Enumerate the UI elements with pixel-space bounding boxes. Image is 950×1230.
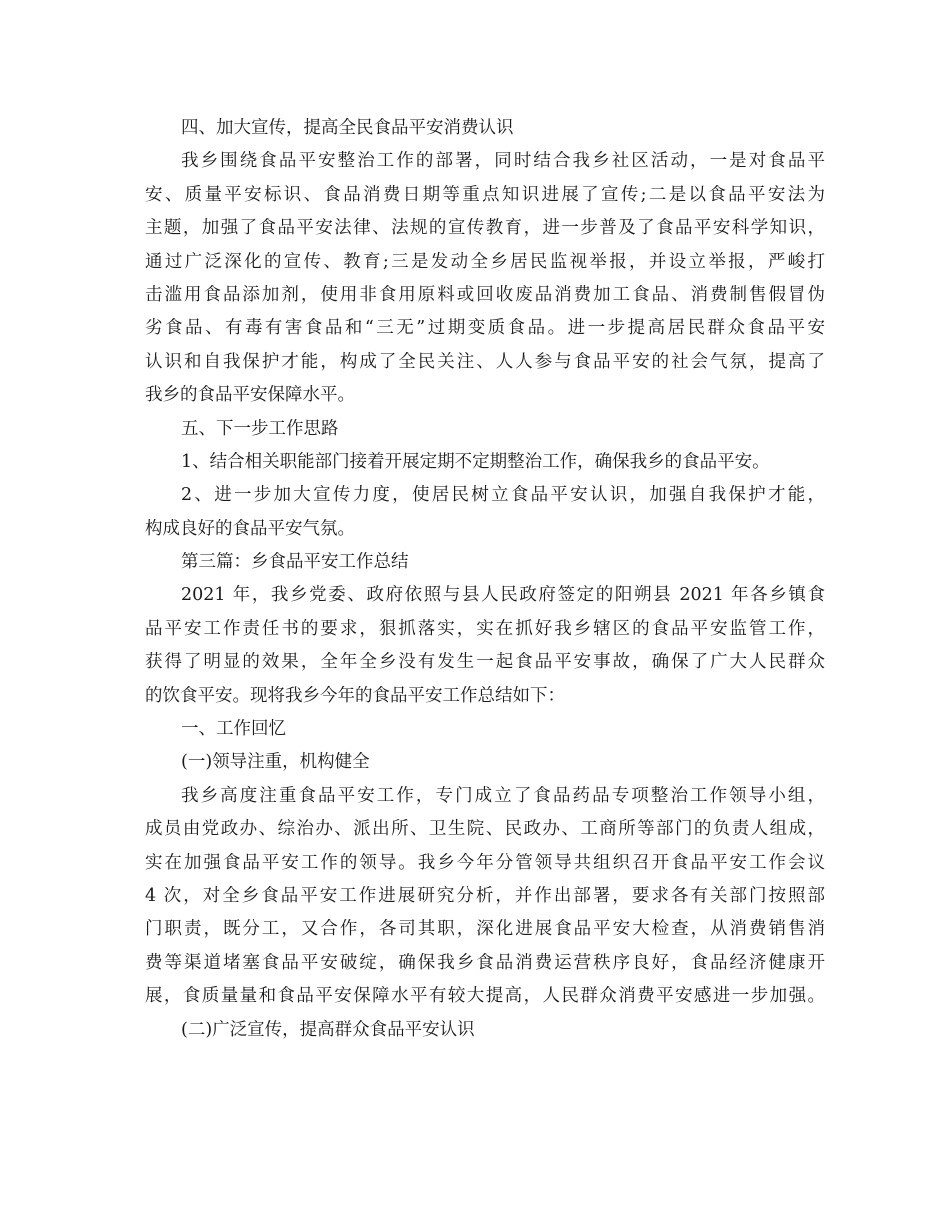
text-line: 品平安工作责任书的要求，狠抓落实，实在抓好我乡辖区的食品平安监管工作， [145,618,825,639]
text-line: 我乡高度注重食品平安工作，专门成立了食品药品专项整治工作领导小组， [181,785,825,806]
list-item-2 [145,479,825,546]
text-line: 构成良好的食品平安气氛。 [145,518,355,539]
text-line: 4 次，对全乡食品平安工作进展研究分析，并作出部署，要求各有关部门按照部 [145,885,825,906]
text-line: 第三篇：乡食品平安工作总结 [181,552,409,573]
text-line: 实在加强食品平安工作的领导。我乡今年分管领导共组织召开食品平安工作会议 [145,852,825,873]
section-heading-5 [145,413,825,446]
paragraph-intro-2021 [145,579,825,713]
text-line: 安、质量平安标识、食品消费日期等重点知识进展了宣传;二是以食品平安法为 [145,184,825,205]
text-line: 劣食品、有毒有害食品和“三无”过期变质食品。进一步提高居民群众食品平安 [145,318,825,339]
section-heading-1 [145,713,825,746]
subsection-heading-1 [145,746,825,779]
text-line: 展，食质量量和食品平安保障水平有较大提高，人民群众消费平安感进一步加强。 [145,986,825,1007]
text-line: (一)领导注重，机构健全 [181,752,370,773]
text-line: 2021 年，我乡党委、政府依照与县人民政府签定的阳朔县 2021 年各乡镇食 [181,585,825,606]
text-line: 获得了明显的效果，全年全乡没有发生一起食品平安事故，确保了广大人民群众 [145,652,825,673]
text-line: 2、进一步加大宣传力度，使居民树立食品平安认识，加强自我保护才能， [181,485,825,506]
text-line: 认识和自我保护才能，构成了全民关注、人人参与食品平安的社会气氛，提高了 [145,351,825,372]
text-line: 成员由党政办、综治办、派出所、卫生院、民政办、工商所等部门的负责人组成， [145,819,825,840]
text-line: 1、结合相关职能部门接着开展定期不定期整治工作，确保我乡的食品平安。 [181,451,770,472]
text-line: 门职责，既分工，又合作，各司其职，深化进展食品平安大检查，从消费销售消 [145,919,825,940]
paragraph-publicity [145,145,825,412]
text-line: 我乡围绕食品平安整治工作的部署，同时结合我乡社区活动，一是对食品平 [181,151,825,172]
subsection-heading-2 [145,1014,825,1047]
document-body [145,112,825,1047]
text-line: (二)广泛宣传，提高群众食品平安认识 [181,1019,475,1040]
text-line: 费等渠道堵塞食品平安破绽，确保我乡食品消费运营秩序良好，食品经济健康开 [145,952,825,973]
text-line: 通过广泛深化的宣传、教育;三是发动全乡居民监视举报，并设立举报，严峻打 [145,251,825,272]
text-line: 我乡的食品平安保障水平。 [145,385,355,406]
text-line: 一、工作回忆 [181,719,286,740]
text-line: 四、加大宣传，提高全民食品平安消费认识 [181,118,514,138]
text-line: 五、下一步工作思路 [181,418,339,439]
paragraph-leadership [145,780,825,1014]
section-heading-4 [145,112,825,145]
text-line: 的饮食平安。现将我乡今年的食品平安工作总结如下： [145,685,565,706]
text-line: 击滥用食品添加剂，使用非食用原料或回收废品消费加工食品、消费制售假冒伪 [145,284,825,305]
list-item-1 [145,446,825,479]
chapter-title [145,546,825,579]
text-line: 主题，加强了食品平安法律、法规的宣传教育，进一步普及了食品平安科学知识， [145,218,825,239]
